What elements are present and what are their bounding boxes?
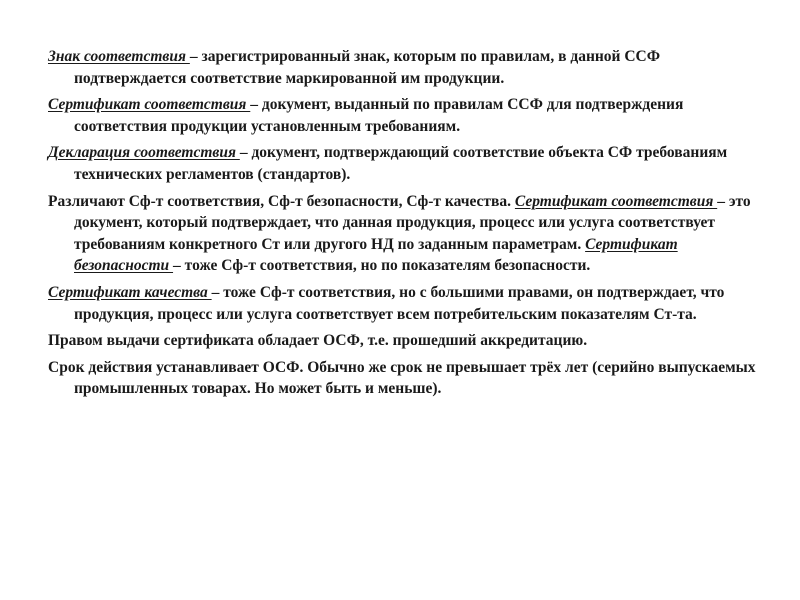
paragraph-conformity-certificate: [48, 94, 758, 137]
issuing-right-text: Правом выдачи сертификата обладает ОСФ, т.е. прошедший аккредитацию.: [48, 332, 588, 350]
term-safety-certificate: Сертификат безопасности: [74, 235, 678, 275]
paragraph-conformity-declaration: [48, 142, 758, 185]
definition-quality-certificate: – тоже Сф-т соответствия, но с большими правами, он подтверждает, что продукция, процесс или услуга соответствует всем потребительским показателям Ст-та.: [74, 283, 725, 323]
definition-conformity-certificate-2: – это документ, который подтверждает, что данная продукция, процесс или услуга соответствует требованиям конкретного Ст или другого НД по заданным параметрам.: [74, 192, 751, 253]
paragraph-quality-certificate: [48, 282, 758, 325]
term-conformity-certificate: Сертификат соответствия: [48, 96, 251, 114]
term-conformity-mark: Знак соответствия: [48, 48, 190, 65]
paragraph-validity-period: [48, 357, 758, 400]
paragraph-certificate-types: [48, 191, 758, 277]
definition-conformity-declaration: – документ, подтверждающий соответствие объекта СФ требованиям технических регламентов (стандартов).: [74, 144, 728, 183]
certificate-types-intro: Различают Сф-т соответствия, Сф-т безопасности, Сф-т качества.: [48, 192, 515, 210]
paragraph-conformity-mark: [48, 46, 758, 89]
definition-conformity-mark: – зарегистрированный знак, которым по правилам, в данной ССФ подтверждается соответствие маркированной им продукции.: [74, 48, 661, 87]
paragraph-issuing-right: [48, 330, 758, 352]
definition-conformity-certificate: – документ, выданный по правилам ССФ для подтверждения соответствия продукции установленным требованиям.: [74, 96, 684, 135]
definition-safety-certificate: – тоже Сф-т соответствия, но по показателям безопасности.: [173, 257, 591, 275]
validity-period-text: Срок действия устанавливает ОСФ. Обычно же срок не превышает трёх лет (серийно выпускаемых промышленных товарах. Но может быть и меньше).: [48, 358, 756, 398]
slide-body: [48, 46, 758, 405]
term-quality-certificate: Сертификат качества: [48, 283, 212, 301]
term-conformity-declaration: Декларация соответствия: [48, 144, 240, 162]
term-conformity-certificate-2: Сертификат соответствия: [514, 192, 718, 210]
